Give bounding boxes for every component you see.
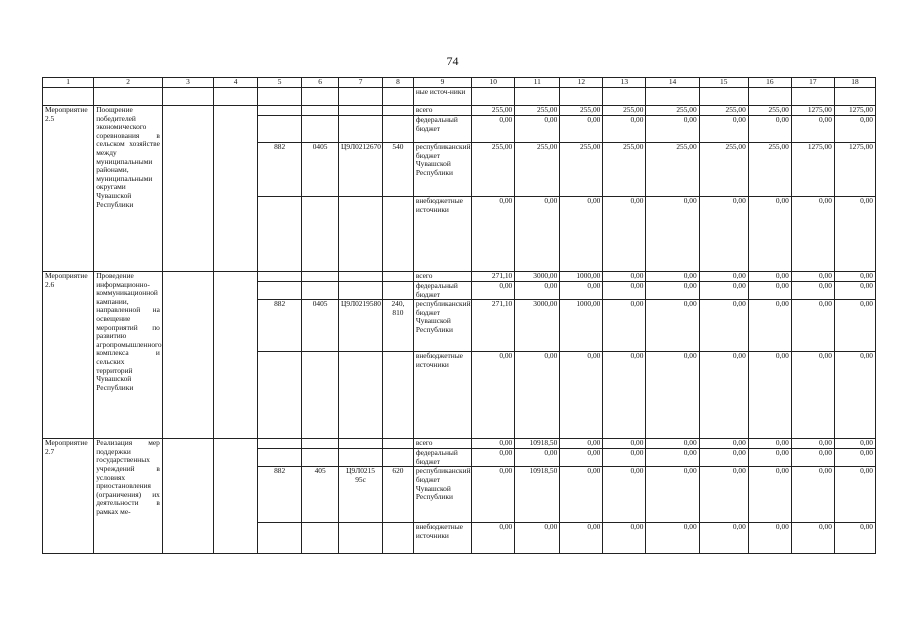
empty-cell — [383, 272, 414, 282]
value-cell: 0,00 — [748, 449, 791, 467]
page-number: 74 — [446, 54, 459, 68]
empty-cell — [302, 197, 339, 272]
empty-cell — [43, 88, 94, 106]
value-cell: 0,00 — [748, 439, 791, 449]
value-cell: 0,00 — [560, 116, 603, 143]
header-cell: 2 — [94, 78, 163, 88]
empty-cell — [472, 88, 515, 106]
value-cell: 3000,00 — [515, 272, 560, 282]
empty-cell — [383, 116, 414, 143]
empty-cell — [699, 88, 748, 106]
value-cell: 0,00 — [472, 352, 515, 439]
csr-code: Ц9Л0212670 — [339, 143, 383, 197]
empty-cell — [258, 88, 302, 106]
empty-cell — [339, 272, 383, 282]
value-cell: 0,00 — [748, 467, 791, 523]
value-cell: 0,00 — [791, 300, 834, 352]
vr-code: 620 — [383, 467, 414, 523]
value-cell: 0,00 — [560, 449, 603, 467]
value-cell: 0,00 — [515, 352, 560, 439]
value-cell: 0,00 — [603, 282, 646, 300]
header-cell: 14 — [646, 78, 699, 88]
empty-cell — [162, 272, 213, 439]
value-cell: 255,00 — [646, 143, 699, 197]
value-cell: 255,00 — [603, 143, 646, 197]
value-cell: 0,00 — [748, 300, 791, 352]
source-cell: федеральный бюджет — [413, 449, 471, 467]
source-cell: всего — [413, 106, 471, 116]
empty-cell — [339, 88, 383, 106]
event-name: Реализация мер поддержки государственных учреждений в условиях приостановления (ограничения) их деятельности в рамках ме- — [94, 439, 163, 554]
event-id: Мероприятие 2.7 — [43, 439, 94, 554]
value-cell: 0,00 — [560, 197, 603, 272]
empty-cell — [834, 88, 875, 106]
empty-cell — [302, 352, 339, 439]
empty-cell — [302, 88, 339, 106]
empty-cell — [258, 439, 302, 449]
value-cell: 1275,00 — [791, 106, 834, 116]
value-cell: 0,00 — [472, 439, 515, 449]
value-cell: 0,00 — [515, 449, 560, 467]
header-cell: 17 — [791, 78, 834, 88]
empty-cell — [258, 282, 302, 300]
header-cell: 3 — [162, 78, 213, 88]
value-cell: 0,00 — [834, 352, 875, 439]
empty-cell — [383, 106, 414, 116]
empty-cell — [383, 352, 414, 439]
source-cell: внебюджетные источники — [413, 197, 471, 272]
value-cell: 0,00 — [699, 439, 748, 449]
header-cell: 8 — [383, 78, 414, 88]
empty-cell — [339, 106, 383, 116]
empty-cell — [383, 439, 414, 449]
value-cell: 255,00 — [560, 106, 603, 116]
empty-cell — [515, 88, 560, 106]
value-cell: 0,00 — [560, 282, 603, 300]
value-cell: 0,00 — [646, 439, 699, 449]
value-cell: 0,00 — [646, 282, 699, 300]
value-cell: 0,00 — [646, 300, 699, 352]
value-cell: 0,00 — [603, 449, 646, 467]
value-cell: 0,00 — [834, 116, 875, 143]
value-cell: 1000,00 — [560, 300, 603, 352]
rz-code: 0405 — [302, 300, 339, 352]
value-cell: 0,00 — [646, 352, 699, 439]
value-cell: 0,00 — [560, 439, 603, 449]
value-cell: 0,00 — [834, 272, 875, 282]
value-cell: 0,00 — [646, 272, 699, 282]
value-cell: 0,00 — [472, 197, 515, 272]
empty-cell — [383, 449, 414, 467]
rz-code: 405 — [302, 467, 339, 523]
header-cell: 15 — [699, 78, 748, 88]
source-cell: внебюджетные источники — [413, 523, 471, 554]
source-cell: ные источ-ники — [413, 88, 471, 106]
empty-cell — [258, 523, 302, 554]
value-cell: 0,00 — [834, 282, 875, 300]
empty-cell — [162, 439, 213, 554]
value-cell: 0,00 — [791, 523, 834, 554]
value-cell: 0,00 — [791, 272, 834, 282]
value-cell: 255,00 — [699, 106, 748, 116]
value-cell: 0,00 — [603, 197, 646, 272]
source-cell: федеральный бюджет — [413, 282, 471, 300]
value-cell: 0,00 — [748, 523, 791, 554]
value-cell: 1275,00 — [834, 143, 875, 197]
empty-cell — [258, 272, 302, 282]
value-cell: 0,00 — [834, 449, 875, 467]
source-cell: республиканский бюджет Чувашской Республики — [413, 143, 471, 197]
empty-cell — [791, 88, 834, 106]
value-cell: 0,00 — [472, 282, 515, 300]
empty-cell — [646, 88, 699, 106]
value-cell: 0,00 — [515, 197, 560, 272]
value-cell: 255,00 — [603, 106, 646, 116]
header-cell: 13 — [603, 78, 646, 88]
value-cell: 255,00 — [646, 106, 699, 116]
value-cell: 255,00 — [472, 143, 515, 197]
value-cell: 0,00 — [791, 116, 834, 143]
header-cell: 7 — [339, 78, 383, 88]
value-cell: 0,00 — [472, 116, 515, 143]
value-cell: 3000,00 — [515, 300, 560, 352]
empty-cell — [214, 272, 258, 439]
event-id: Мероприятие 2.5 — [43, 106, 94, 272]
empty-cell — [339, 116, 383, 143]
table-row — [43, 272, 876, 282]
value-cell: 0,00 — [699, 300, 748, 352]
value-cell: 0,00 — [699, 197, 748, 272]
value-cell: 271,10 — [472, 300, 515, 352]
value-cell: 0,00 — [515, 282, 560, 300]
value-cell: 0,00 — [699, 272, 748, 282]
value-cell: 0,00 — [472, 467, 515, 523]
value-cell: 0,00 — [646, 467, 699, 523]
table-row — [43, 106, 876, 116]
value-cell: 255,00 — [748, 143, 791, 197]
empty-cell — [383, 88, 414, 106]
value-cell: 0,00 — [699, 352, 748, 439]
empty-cell — [339, 352, 383, 439]
empty-cell — [162, 88, 213, 106]
empty-cell — [339, 449, 383, 467]
value-cell: 0,00 — [646, 523, 699, 554]
csr-code: Ц9Л0219580 — [339, 300, 383, 352]
value-cell: 0,00 — [560, 352, 603, 439]
vr-code: 240, 810 — [383, 300, 414, 352]
header-cell: 1 — [43, 78, 94, 88]
value-cell: 0,00 — [748, 116, 791, 143]
header-row — [43, 78, 876, 88]
value-cell: 0,00 — [646, 197, 699, 272]
empty-cell — [383, 282, 414, 300]
header-cell: 11 — [515, 78, 560, 88]
value-cell: 255,00 — [560, 143, 603, 197]
value-cell: 0,00 — [699, 282, 748, 300]
event-name: Поощрение победителей экономического соревнования в сельском хозяйстве между муниципальными районами, муниципальными округами Чувашской Республики — [94, 106, 163, 272]
empty-cell — [603, 88, 646, 106]
value-cell: 0,00 — [791, 352, 834, 439]
value-cell: 0,00 — [603, 300, 646, 352]
value-cell: 0,00 — [748, 282, 791, 300]
value-cell: 0,00 — [748, 272, 791, 282]
empty-cell — [214, 439, 258, 554]
value-cell: 0,00 — [834, 523, 875, 554]
budget-table — [42, 77, 876, 554]
source-cell: республиканский бюджет Чувашской Республики — [413, 467, 471, 523]
event-name: Проведение информационно-коммуникационной кампании, направленной на освещение мероприятий по развитию агропромышленного комплекса и сельских территорий Чувашской Республики — [94, 272, 163, 439]
empty-cell — [383, 197, 414, 272]
value-cell: 0,00 — [699, 467, 748, 523]
value-cell: 0,00 — [791, 197, 834, 272]
empty-cell — [302, 116, 339, 143]
empty-cell — [258, 116, 302, 143]
value-cell: 255,00 — [515, 143, 560, 197]
value-cell: 0,00 — [515, 116, 560, 143]
value-cell: 0,00 — [834, 467, 875, 523]
empty-cell — [302, 282, 339, 300]
table-row — [43, 439, 876, 449]
source-cell: республиканский бюджет Чувашской Республики — [413, 300, 471, 352]
value-cell: 0,00 — [646, 116, 699, 143]
value-cell: 0,00 — [791, 467, 834, 523]
value-cell: 0,00 — [699, 116, 748, 143]
value-cell: 1000,00 — [560, 272, 603, 282]
empty-cell — [339, 439, 383, 449]
continuation-row — [43, 88, 876, 106]
header-cell: 12 — [560, 78, 603, 88]
empty-cell — [383, 523, 414, 554]
value-cell: 0,00 — [791, 439, 834, 449]
value-cell: 0,00 — [791, 449, 834, 467]
event-id: Мероприятие 2.6 — [43, 272, 94, 439]
header-cell: 5 — [258, 78, 302, 88]
value-cell: 0,00 — [560, 467, 603, 523]
empty-cell — [748, 88, 791, 106]
rz-code: 0405 — [302, 143, 339, 197]
value-cell: 271,10 — [472, 272, 515, 282]
source-cell: федеральный бюджет — [413, 116, 471, 143]
empty-cell — [94, 88, 163, 106]
empty-cell — [302, 106, 339, 116]
source-cell: всего — [413, 272, 471, 282]
value-cell: 0,00 — [560, 523, 603, 554]
empty-cell — [339, 282, 383, 300]
vr-code: 540 — [383, 143, 414, 197]
gr-code: 882 — [258, 467, 302, 523]
value-cell: 0,00 — [748, 197, 791, 272]
value-cell: 255,00 — [472, 106, 515, 116]
value-cell: 0,00 — [748, 352, 791, 439]
empty-cell — [214, 106, 258, 272]
empty-cell — [302, 272, 339, 282]
empty-cell — [214, 88, 258, 106]
value-cell: 0,00 — [603, 272, 646, 282]
empty-cell — [258, 352, 302, 439]
value-cell: 10918,50 — [515, 439, 560, 449]
source-cell: всего — [413, 439, 471, 449]
value-cell: 0,00 — [603, 439, 646, 449]
empty-cell — [339, 523, 383, 554]
gr-code: 882 — [258, 300, 302, 352]
value-cell: 255,00 — [748, 106, 791, 116]
header-cell: 9 — [413, 78, 471, 88]
header-cell: 18 — [834, 78, 875, 88]
csr-code: Ц9Л0215 95с — [339, 467, 383, 523]
header-cell: 6 — [302, 78, 339, 88]
empty-cell — [302, 523, 339, 554]
value-cell: 255,00 — [515, 106, 560, 116]
empty-cell — [162, 106, 213, 272]
value-cell: 1275,00 — [834, 106, 875, 116]
empty-cell — [560, 88, 603, 106]
value-cell: 0,00 — [603, 467, 646, 523]
empty-cell — [302, 449, 339, 467]
header-cell: 10 — [472, 78, 515, 88]
gr-code: 882 — [258, 143, 302, 197]
value-cell: 0,00 — [472, 449, 515, 467]
value-cell: 0,00 — [515, 523, 560, 554]
value-cell: 0,00 — [603, 523, 646, 554]
empty-cell — [302, 439, 339, 449]
value-cell: 0,00 — [834, 300, 875, 352]
value-cell: 0,00 — [834, 439, 875, 449]
header-cell: 16 — [748, 78, 791, 88]
value-cell: 0,00 — [472, 523, 515, 554]
empty-cell — [258, 106, 302, 116]
empty-cell — [258, 197, 302, 272]
value-cell: 0,00 — [791, 282, 834, 300]
empty-cell — [339, 197, 383, 272]
value-cell: 0,00 — [646, 449, 699, 467]
value-cell: 10918,50 — [515, 467, 560, 523]
source-cell: внебюджетные источники — [413, 352, 471, 439]
value-cell: 255,00 — [699, 143, 748, 197]
value-cell: 0,00 — [603, 116, 646, 143]
value-cell: 1275,00 — [791, 143, 834, 197]
empty-cell — [258, 449, 302, 467]
value-cell: 0,00 — [603, 352, 646, 439]
value-cell: 0,00 — [834, 197, 875, 272]
value-cell: 0,00 — [699, 449, 748, 467]
header-cell: 4 — [214, 78, 258, 88]
value-cell: 0,00 — [699, 523, 748, 554]
